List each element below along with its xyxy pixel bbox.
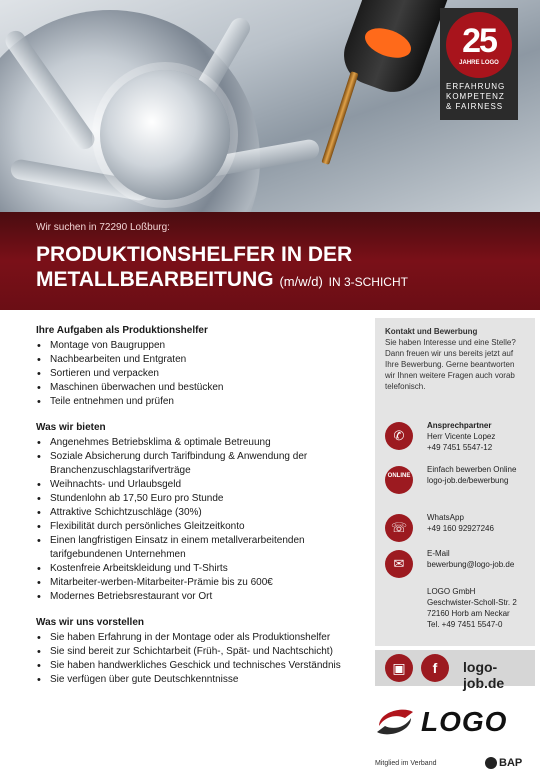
badge-sub: JAHRE LOGO [459,60,499,66]
job-title-line2 [36,268,408,292]
partner-phone[interactable]: +49 7451 5547-12 [427,443,493,452]
whatsapp-contact[interactable] [385,512,530,542]
badge-line: KOMPETENZ [446,92,505,101]
contact-panel [375,318,535,646]
location-text: Wir suchen in 72290 Loßburg: [36,222,170,233]
job-title-main: METALLBEARBEITUNG [36,268,274,291]
website-link[interactable]: logo-job.de [463,659,505,691]
list-item: • Sie sind bereit zur Schichtarbeit (Früh-, Spät- und Nachtschicht) [36,645,356,659]
company-address [385,586,530,636]
list-item: • Flexibilität durch persönliches Gleitzeitkonto [36,520,356,534]
whatsapp-label: WhatsApp [427,513,464,522]
online-application[interactable] [385,464,530,504]
company-city: 72160 Horb am Neckar [427,609,510,618]
gender-note: (m/w/d) [279,274,323,289]
online-label: Einfach bewerben Online [427,465,517,474]
anniversary-badge [440,8,518,120]
list-item: • Modernes Betriebsrestaurant vor Ort [36,590,356,604]
shift-note: IN 3-SCHICHT [328,275,408,289]
whatsapp-number[interactable]: +49 160 92927246 [427,524,494,533]
list-item: • Nachbearbeiten und Entgraten [36,353,356,367]
email-address[interactable]: bewerbung@logo-job.de [427,560,515,569]
list-item: • Mitarbeiter-werben-Mitarbeiter-Prämie bis zu 600€ [36,576,356,590]
company-street: Geschwister-Scholl-Str. 2 [427,598,517,607]
list-item: • Stundenlohn ab 17,50 Euro pro Stunde [36,492,356,506]
whatsapp-icon: ☏ [385,514,413,542]
expect-heading: Was wir uns vorstellen [36,617,144,628]
badge-line: & FAIRNESS [446,102,504,111]
job-title-line1: PRODUKTIONSHELFER IN DER [36,243,353,266]
instagram-icon[interactable]: ▣ [385,654,413,682]
tasks-heading: Ihre Aufgaben als Produktionshelfer [36,325,208,336]
online-icon: ONLINE [385,466,413,494]
logo-mark-icon [375,704,415,740]
expect-list [36,631,356,687]
email-label: E-Mail [427,549,450,558]
contact-person [385,420,530,456]
hero-image [0,0,540,212]
contact-intro [385,326,525,392]
list-item: • Montage von Baugruppen [36,339,356,353]
member-text: Mitglied im Verband [375,760,437,767]
bap-logo: BAP [485,757,522,769]
social-bar [375,650,535,691]
company-tel[interactable]: Tel. +49 7451 5547-0 [427,620,503,629]
footer [375,757,535,769]
list-item: • Einen langfristigen Einsatz in einem metallverarbeitenden tarifgebundenen Unternehmen [36,534,356,562]
list-item: • Maschinen überwachen und bestücken [36,381,356,395]
list-item: • Attraktive Schichtzuschläge (30%) [36,506,356,520]
badge-line: ERFAHRUNG [446,82,506,91]
phone-icon: ✆ [385,422,413,450]
facebook-icon[interactable]: f [421,654,449,682]
company-logo [375,700,535,742]
online-url[interactable]: logo-job.de/bewerbung [427,476,509,485]
badge-circle [446,12,512,78]
offer-heading: Was wir bieten [36,422,106,433]
mail-icon: ✉ [385,550,413,578]
list-item: • Sie verfügen über gute Deutschkenntnisse [36,673,356,687]
contact-intro-text: Sie haben Interesse und eine Stelle? Dann freuen wir uns bereits jetzt auf Ihre Bewerbung. Gerne beantworten wir Ihnen weitere Fragen auch vorab telefonisch. [385,338,516,391]
tasks-list [36,339,356,409]
logo-wordmark: LOGO [421,706,508,737]
list-item: • Teile entnehmen und prüfen [36,395,356,409]
bap-mark-icon [485,757,497,769]
milling-cutter [321,71,358,165]
list-item: • Weihnachts- und Urlaubsgeld [36,478,356,492]
partner-label: Ansprechpartner [427,421,492,430]
company-name: LOGO GmbH [427,587,476,596]
offer-list [36,436,356,604]
list-item: • Sie haben Erfahrung in der Montage oder als Produktionshelfer [36,631,356,645]
list-item: • Sortieren und verpacken [36,367,356,381]
list-item: • Soziale Absicherung durch Tarifbindung & Anwendung der Branchenzuschlagstarifverträge [36,450,356,478]
list-item: • Kostenfreie Arbeitskleidung und T-Shirts [36,562,356,576]
badge-number: 25 [462,22,496,60]
list-item: • Angenehmes Betriebsklima & optimale Betreuung [36,436,356,450]
title-banner [0,212,540,310]
partner-name: Herr Vicente Lopez [427,432,496,441]
impeller-hub [100,70,230,200]
list-item: • Sie haben handwerkliches Geschick und technisches Verständnis [36,659,356,673]
job-details [36,324,356,687]
contact-heading: Kontakt und Bewerbung [385,327,478,336]
email-contact[interactable] [385,548,530,578]
